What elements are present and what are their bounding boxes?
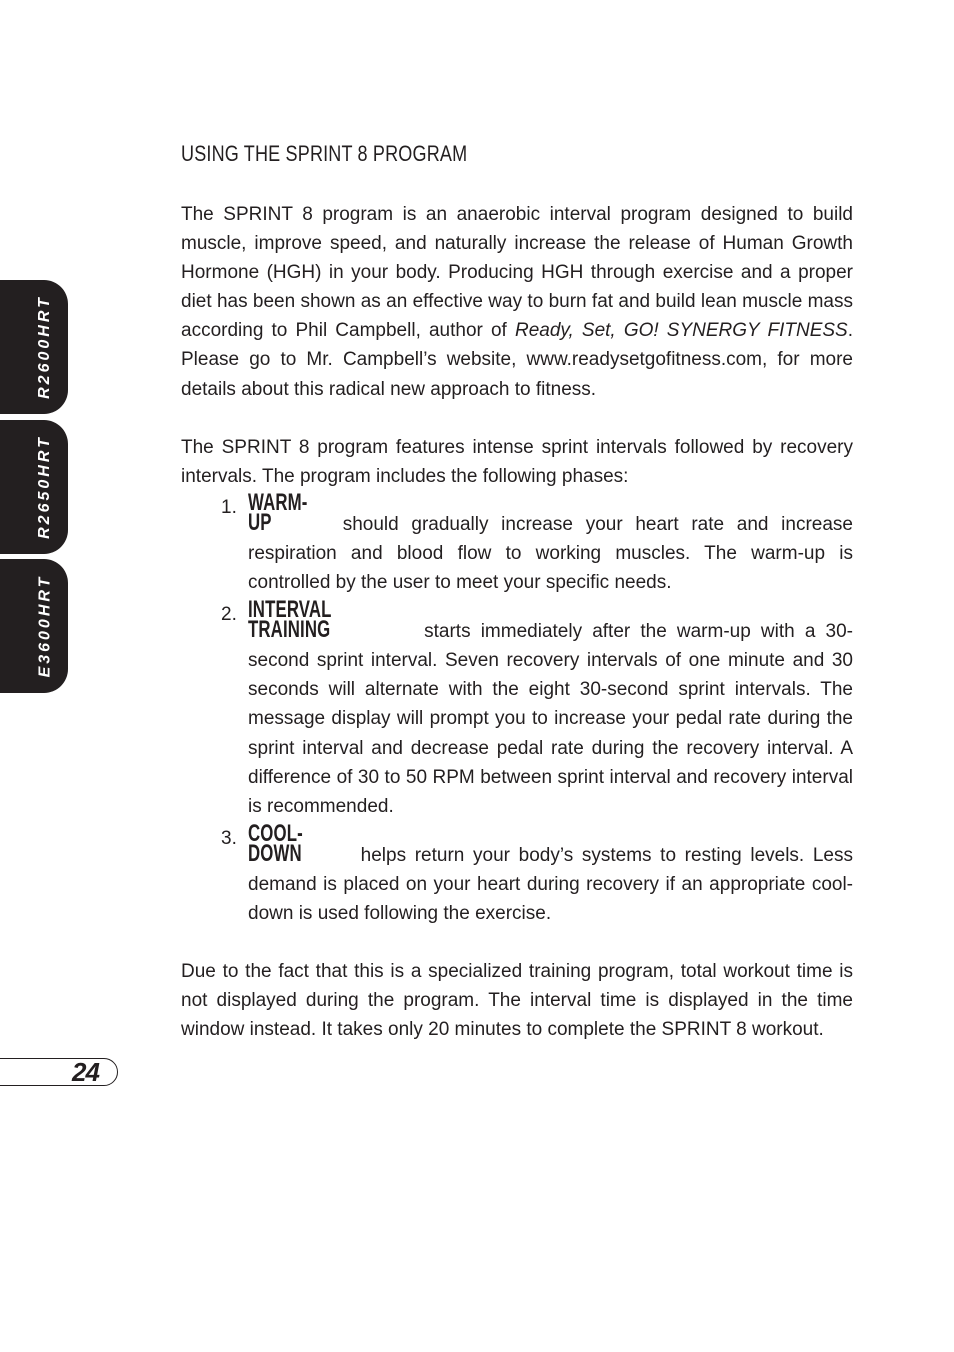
side-tab-e3600hrt bbox=[0, 559, 68, 693]
phase-description: should gradually increase your heart rate and increase respiration and blood flow to working muscles. The warm-up is controlled by the user to meet your specific needs. bbox=[248, 513, 853, 594]
closing-paragraph: Due to the fact that this is a specialized training program, total workout time is not displayed during the program. The interval time is displayed in the time window instead. It takes only 20 minutes to complete the SPRINT 8 workout. bbox=[181, 961, 853, 1041]
phases-intro-paragraph: The SPRINT 8 program features intense sprint intervals followed by recovery intervals. The program includes the following phases: bbox=[181, 436, 853, 487]
section-heading: USING THE SPRINT 8 PROGRAM bbox=[181, 141, 468, 166]
phase-term: INTERVAL TRAINING bbox=[248, 596, 332, 644]
page-number: 24 bbox=[72, 1057, 99, 1087]
side-tab-label: R2650HRT bbox=[36, 435, 53, 539]
phase-term: COOL-DOWN bbox=[248, 819, 303, 867]
list-item bbox=[181, 596, 853, 821]
phases-list bbox=[181, 488, 853, 928]
list-item-number: 2. bbox=[221, 604, 237, 626]
intro-text-2: . Please go to Mr. Campbell’s website, www.readysetgofitness.com, for more details about this radical new approach to fitness. bbox=[181, 320, 854, 400]
phase-description: helps return your body’s systems to resting levels. Less demand is placed on your heart during recovery if an appropriate cool-down is used following the exercise. bbox=[248, 844, 853, 924]
page-content bbox=[181, 138, 853, 1044]
list-item bbox=[181, 488, 853, 597]
phase-term: WARM-UP bbox=[248, 488, 308, 536]
side-tab-r2650hrt bbox=[0, 420, 68, 554]
list-item-number: 3. bbox=[221, 827, 237, 849]
list-item bbox=[181, 819, 853, 928]
phase-description: starts immediately after the warm-up with a 30-second sprint interval. Seven recovery intervals of one minute and 30 seconds will alternate with the eight 30-second sprint intervals. The message display will prompt you to increase your pedal rate during the sprint interval and decrease pedal rate during the recovery interval. A difference of 30 to 50 RPM between sprint interval and recovery interval is recommended. bbox=[248, 621, 853, 817]
book-title: Ready, Set, GO! SYNERGY FITNESS bbox=[514, 320, 848, 342]
page-number-pill bbox=[0, 1058, 118, 1086]
intro-text-1: The SPRINT 8 program is an anaerobic interval program designed to build muscle, improve speed, and naturally increase the release of Human Growth Hormone (HGH) in your body. Producing HGH through exercise and a proper diet has been shown as an effective way to burn fat and build lean muscle mass according to Phil Campbell, author of bbox=[181, 204, 853, 342]
side-tab-label: R2600HRT bbox=[36, 295, 53, 399]
side-tab-label: E3600HRT bbox=[36, 574, 54, 678]
side-tab-r2600hrt bbox=[0, 280, 68, 414]
list-item-number: 1. bbox=[221, 496, 237, 518]
intro-paragraph bbox=[181, 200, 853, 404]
